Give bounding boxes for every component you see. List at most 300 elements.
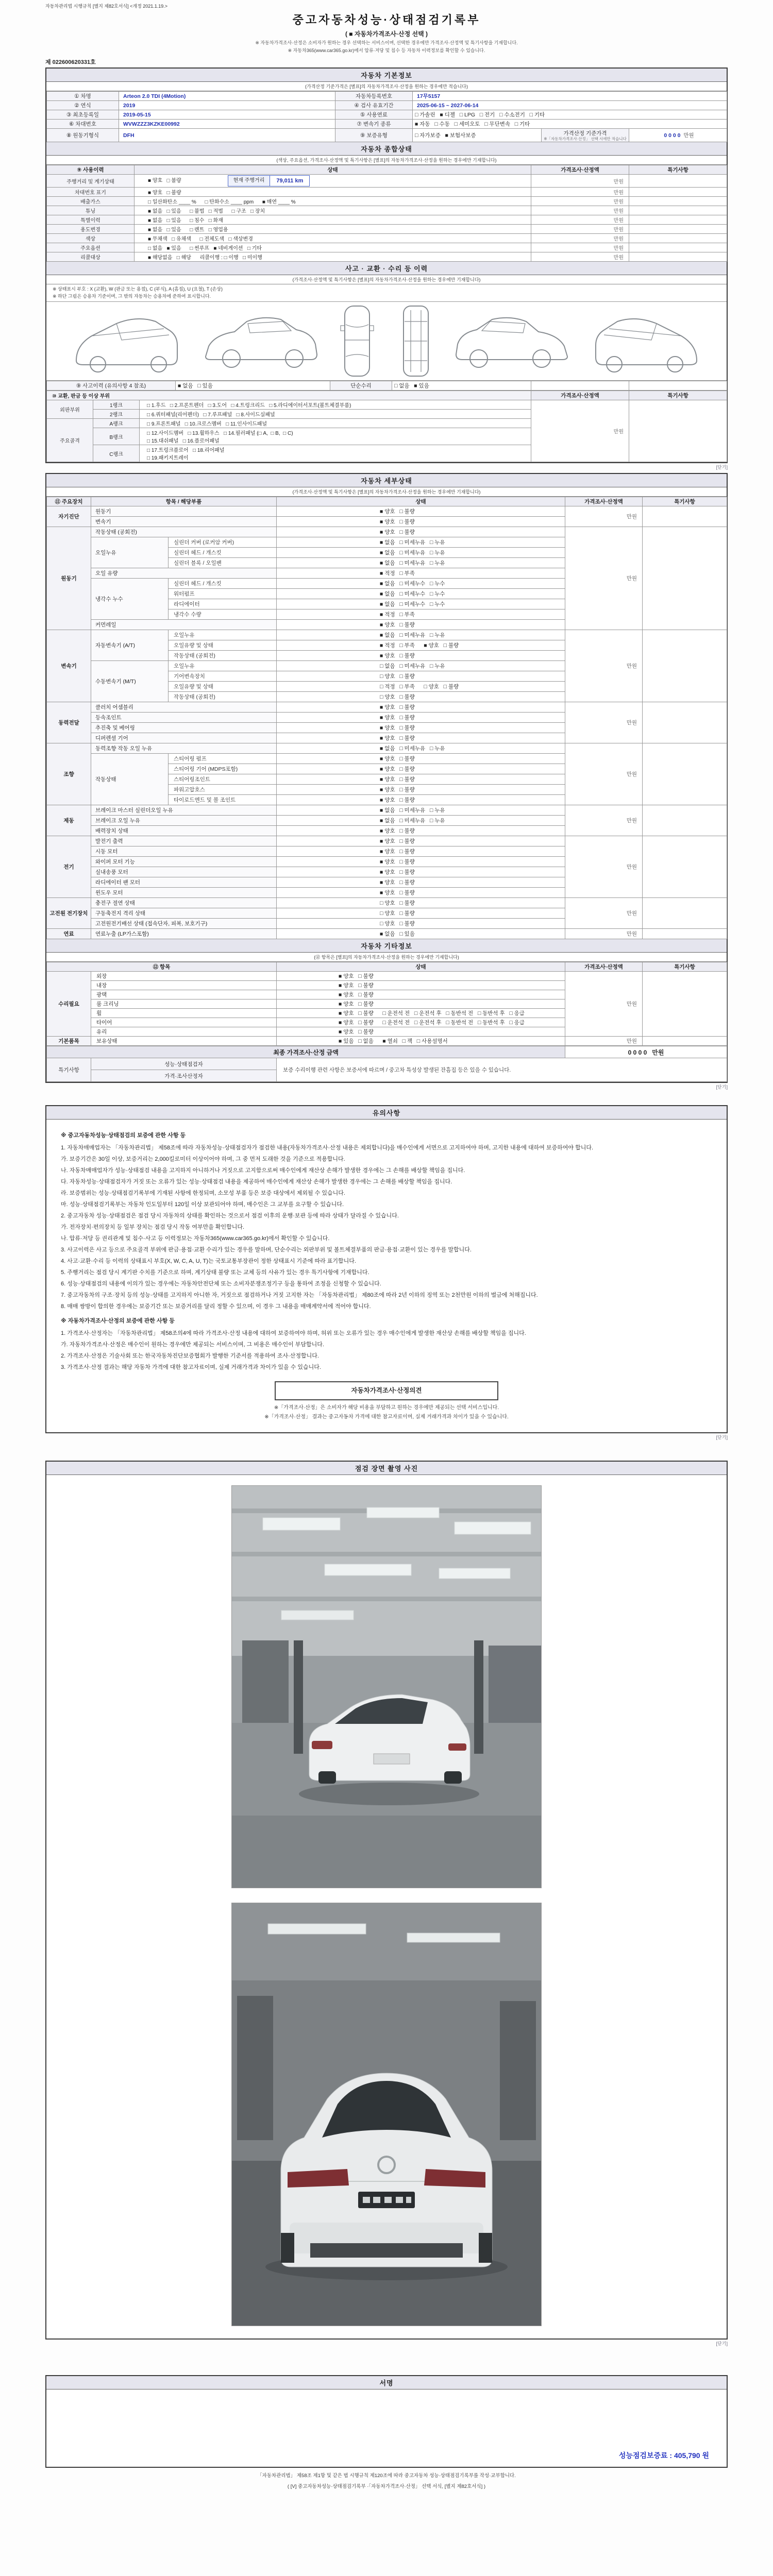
rank-label: C랭크 bbox=[93, 445, 140, 462]
etc-col-item: ⑫ 항목 bbox=[47, 962, 277, 972]
checkbox-group[interactable]: ■ 양호 □ 불량 bbox=[380, 869, 415, 876]
overall-item-label: 용도변경 bbox=[47, 225, 135, 234]
price-cell: 만원 bbox=[565, 743, 643, 805]
detail-col-item: 항목 / 해당부품 bbox=[91, 497, 277, 506]
overall-item-label: 특별이력 bbox=[47, 215, 135, 225]
rank-group-label: 외판부위 bbox=[47, 400, 93, 419]
checkbox-group[interactable]: □ 12.사이드멤버 □ 13.휠하우스 □ 14.필러패널 (□ A, □ B, □ C) bbox=[147, 431, 293, 437]
checkbox-group[interactable]: ■ 없음 □ 미세누유 □ 누유 bbox=[380, 560, 445, 567]
checkbox-group[interactable]: ■ 양호 □ 불량 bbox=[380, 725, 415, 732]
checkbox-group[interactable]: ■ 적정 □ 부족 ■ 양호 □ 불량 bbox=[380, 642, 459, 649]
overall-row bbox=[47, 225, 727, 234]
etc-state-cell bbox=[277, 990, 565, 999]
price-cell: 만원 bbox=[565, 630, 643, 702]
fuel-options bbox=[413, 110, 727, 120]
overall-item-label: 색상 bbox=[47, 234, 135, 243]
section-note-accident: (가격조사·산정액 및 특기사항은 [별표]의 자동차가격조사·산정을 원하는 경우에만 기재합니다) bbox=[46, 275, 727, 284]
notes-paragraph: 3. 사고이력은 사고 등으로 주요골격 부위에 판금·용접·교환 수리가 있는 경우를 말하며, 단순수리는 외판부위 및 볼트체결부품의 판금·용접·교환이 있는 경우를 말합니다. bbox=[61, 1247, 472, 1253]
note-cell bbox=[643, 743, 727, 805]
panel-photos bbox=[45, 1461, 728, 2340]
checkbox-group[interactable]: ■ 무채색 □ 유채색 □ 전체도색 □ 색상변경 bbox=[148, 236, 253, 243]
checkbox-group[interactable]: ■ 있음 □ 없음 ■ 열쇠 □ 잭 □ 사용설명서 bbox=[339, 1038, 448, 1045]
empty-price-cell bbox=[531, 381, 629, 391]
document-subtitle: ( ■ 자동차가격조사·산정 선택 ) bbox=[345, 30, 428, 38]
checkbox-group[interactable]: ■ 양호 □ 불량 bbox=[380, 509, 415, 515]
checkbox-group[interactable]: ■ 양호 □ 불량 bbox=[380, 849, 415, 855]
device-category-label: 고전원 전기장치 bbox=[47, 898, 91, 929]
checkbox-group[interactable]: □ 자가보증 ■ 보험사보증 bbox=[415, 132, 476, 139]
document-title: 중고자동차성능·상태점검기록부 bbox=[292, 13, 481, 26]
checkbox-group[interactable]: ■ 없음 □ 미세누유 □ 누유 bbox=[380, 539, 445, 546]
checkbox-group[interactable]: ■ 양호 □ 불량 bbox=[380, 766, 415, 773]
price-cell: 만원 bbox=[531, 252, 629, 262]
overall-item-label: 차대번호 표기 bbox=[47, 188, 135, 197]
detail-state-cell bbox=[277, 537, 565, 548]
checkbox-group[interactable]: ■ 양호 □ 불량 bbox=[380, 653, 415, 659]
checkbox-group[interactable]: □ 양호 □ 불량 bbox=[380, 694, 415, 701]
checkbox-group[interactable]: ■ 양호 □ 불량 bbox=[380, 715, 415, 721]
checkbox-group[interactable]: ■ 양호 □ 불량 bbox=[380, 704, 415, 711]
detail-state-cell bbox=[277, 836, 565, 846]
checkbox-group[interactable]: ■ 양호 □ 불량 bbox=[380, 797, 415, 804]
detail-row bbox=[47, 506, 727, 517]
item-label: 라디에이터 팬 모터 bbox=[91, 877, 277, 888]
overall-state-cell bbox=[135, 175, 531, 188]
item-label: 브레이크 마스터 실린더오일 누유 bbox=[91, 805, 277, 816]
car-name-value: Arteon 2.0 TDI (4Motion) bbox=[119, 92, 335, 101]
note-cell bbox=[643, 527, 727, 630]
item-label: 동력조향 작동 오일 누유 bbox=[91, 743, 277, 754]
detail-state-cell bbox=[277, 846, 565, 857]
checkbox-group[interactable]: □ 17.트렁크플로어 □ 18.리어패널 bbox=[147, 448, 225, 454]
notes-list-2 bbox=[61, 1328, 712, 1373]
overall-row bbox=[47, 234, 727, 243]
detail-state-cell bbox=[277, 929, 565, 939]
checkbox-group[interactable]: ■ 없음 □ 미세누수 □ 누수 bbox=[380, 601, 445, 608]
checkbox-group[interactable]: ■ 없음 □ 미세누유 □ 누유 bbox=[380, 818, 445, 824]
section-title-basic: 자동차 기본정보 bbox=[46, 69, 727, 82]
detail-row bbox=[47, 898, 727, 908]
overall-row bbox=[47, 206, 727, 215]
etc-row bbox=[47, 972, 727, 981]
etc-item-label: 유리 bbox=[91, 1027, 277, 1037]
table-header-row bbox=[47, 165, 727, 175]
notes-heading-2: ※ 자동차가격조사·산정의 보증에 관한 사항 등 bbox=[61, 1318, 175, 1325]
item-label: 냉각수 누수 bbox=[91, 579, 169, 620]
detail-row bbox=[47, 702, 727, 713]
price-survey-box-lines bbox=[61, 1403, 712, 1422]
detail-state-cell bbox=[277, 568, 565, 579]
note-cell bbox=[629, 175, 727, 188]
overall-state-table bbox=[46, 165, 727, 262]
device-category-label: 전기 bbox=[47, 836, 91, 898]
price-survey-opinion-box: 자동차가격조사·산정의견 bbox=[275, 1381, 498, 1400]
first-reg-value: 2019-05-15 bbox=[119, 110, 335, 120]
item-label: 시동 모터 bbox=[91, 846, 277, 857]
overall-state-cell bbox=[135, 215, 531, 225]
checkbox-group[interactable]: ■ 없음 □ 미세누유 □ 누유 bbox=[380, 807, 445, 814]
car-underbody-view-icon bbox=[394, 303, 438, 379]
etc-item-label: 타이어 bbox=[91, 1018, 277, 1027]
item-label: 클러치 어셈블리 bbox=[91, 702, 277, 713]
checkbox-group[interactable]: ■ 양호 □ 불량 bbox=[380, 622, 415, 629]
simple-repair-state bbox=[392, 381, 531, 391]
device-category-label: 동력전달 bbox=[47, 702, 91, 743]
detail-state-cell bbox=[277, 754, 565, 764]
checkbox-group[interactable]: ■ 양호 □ 불량 bbox=[148, 178, 181, 184]
checkbox-group[interactable]: ■ 양호 □ 불량 bbox=[380, 890, 415, 896]
car-front-quarter-view-icon bbox=[62, 303, 180, 379]
checkbox-group[interactable]: ■ 적정 □ 부족 bbox=[380, 612, 415, 618]
detail-state-table bbox=[46, 497, 727, 939]
checkbox-group[interactable]: □ 양호 □ 불량 bbox=[380, 910, 415, 917]
detail-state-cell bbox=[277, 713, 565, 723]
car-rear-quarter-view-icon bbox=[593, 303, 711, 379]
checkbox-group[interactable]: ■ 양호 □ 불량 bbox=[380, 787, 415, 793]
detail-state-cell bbox=[277, 888, 565, 898]
state-code-legend bbox=[46, 284, 727, 302]
detail-state-cell bbox=[277, 816, 565, 826]
year-label: ② 연식 bbox=[47, 101, 119, 110]
detail-col-device: ⑪ 주요장치 bbox=[47, 497, 91, 506]
mileage-box bbox=[228, 175, 310, 187]
note-cell bbox=[629, 188, 727, 197]
final-price-amount: 0 0 0 0 만원 bbox=[565, 1046, 727, 1058]
checkbox-group[interactable]: □ 없음 ■ 있음 □ 썬루프 ■ 네비게이션 □ 기타 bbox=[148, 246, 262, 252]
subitem-label: 타이로드엔드 및 볼 조인트 bbox=[169, 795, 277, 805]
warranty-label: ⑨ 보증유형 bbox=[335, 129, 413, 142]
etc-state-cell bbox=[277, 1018, 565, 1027]
item-label: 수동변속기 (M/T) bbox=[91, 661, 169, 702]
accident-history-state bbox=[176, 381, 330, 391]
checkbox-group[interactable]: □ 없음 □ 미세누유 □ 누유 bbox=[380, 663, 445, 670]
item-label: 변속기 bbox=[91, 517, 277, 527]
checkbox-group[interactable]: □ 양호 □ 불량 bbox=[380, 900, 415, 907]
checkbox-group[interactable]: ■ 없음 □ 있음 bbox=[380, 931, 415, 938]
price-cell: 만원 bbox=[531, 400, 629, 462]
rank-group-label: 주요골격 bbox=[47, 419, 93, 462]
collapse-link[interactable]: [닫기] bbox=[716, 465, 728, 470]
collapse-link[interactable]: [닫기] bbox=[716, 2341, 728, 2347]
checkbox-group[interactable]: ■ 양호 □ 불량 bbox=[380, 879, 415, 886]
item-label: 오일누유 bbox=[91, 537, 169, 568]
checkbox-group[interactable]: ■ 적정 □ 부족 bbox=[380, 570, 415, 577]
checkbox-group[interactable]: ■ 없음 □ 미세누유 □ 누유 bbox=[380, 745, 445, 752]
collapse-link[interactable]: [닫기] bbox=[716, 1084, 728, 1090]
detail-state-cell bbox=[277, 743, 565, 754]
notes-paragraph: 가. 보증기간은 30일 이상, 보증거리는 2,000킬로미터 이상이어야 하며, 그 중 먼저 도래한 것을 기준으로 적용합니다. bbox=[61, 1156, 345, 1163]
subitem-label: 오일누유 bbox=[169, 630, 277, 640]
detail-state-cell bbox=[277, 651, 565, 661]
table-header-row bbox=[47, 962, 727, 972]
device-category-label: 변속기 bbox=[47, 630, 91, 702]
checkbox-group[interactable]: ■ 양호 □ 불량 bbox=[339, 1001, 374, 1008]
reg-no-label: 자동차등록번호 bbox=[335, 92, 413, 101]
overall-row bbox=[47, 243, 727, 252]
section-title-etc: 자동차 기타정보 bbox=[46, 939, 727, 953]
etc-info-table bbox=[46, 962, 727, 1046]
price-cell: 만원 bbox=[531, 175, 629, 188]
checkbox-group[interactable]: ■ 양호 □ 불량 bbox=[380, 735, 415, 742]
detail-state-cell bbox=[277, 661, 565, 671]
fuel-label: ⑤ 사용연료 bbox=[335, 110, 413, 120]
detail-state-cell bbox=[277, 640, 565, 651]
checkbox-group[interactable]: □ 19.패키지트레이 bbox=[147, 455, 189, 462]
detail-col-state: 상태 bbox=[277, 497, 565, 506]
opinion-label: 특기사항 bbox=[47, 1058, 91, 1082]
detail-state-cell bbox=[277, 517, 565, 527]
checkbox-group[interactable]: ■ 양호 □ 불량 bbox=[380, 828, 415, 835]
appraiser-row-label: 가격·조사산정자 bbox=[91, 1070, 277, 1082]
checkbox-group[interactable]: ■ 없음 □ 있음 bbox=[178, 383, 213, 389]
table-row bbox=[47, 1046, 727, 1058]
reg-no-value: 17무5157 bbox=[413, 92, 727, 101]
notes-paragraph: 6. 성능·상태점검의 내용에 이의가 있는 경우에는 자동차안전단체 또는 소비자분쟁조정기구 등을 통하여 조정을 신청할 수 있습니다. bbox=[61, 1281, 381, 1287]
collapse-link[interactable]: [닫기] bbox=[716, 1435, 728, 1440]
etc-item-label: 광택 bbox=[91, 990, 277, 999]
notes-paragraph: 라. 보증범위는 성능·상태점검기록부에 기재된 사항에 한정되며, 소모성 부품 등은 보증 대상에서 제외될 수 있습니다. bbox=[61, 1190, 345, 1197]
checkbox-group[interactable]: ■ 없음 □ 미세누수 □ 누수 bbox=[380, 591, 445, 598]
notes-paragraph: 2. 가격조사·산정은 기술사회 또는 한국자동차진단보증협회가 발행한 기준서를 적용하여 조사·산정합니다. bbox=[61, 1353, 319, 1360]
checkbox-group[interactable]: □ 9.프론트패널 □ 10.크로스멤버 □ 11.인사이드패널 bbox=[147, 421, 267, 428]
note-cell bbox=[629, 400, 727, 462]
checkbox-group[interactable]: ■ 없음 □ 있음 □ 불법 □ 적법 □ 구조 □ 장치 bbox=[148, 209, 265, 215]
notes-paragraph: 가. 자동차가격조사·산정은 매수인이 원하는 경우에만 제공되는 서비스이며, 그 비용은 매수인이 부담합니다. bbox=[61, 1342, 324, 1348]
subitem-label: 실린더 헤드 / 개스킷 bbox=[169, 548, 277, 558]
checkbox-group[interactable]: ■ 양호 □ 불량 bbox=[380, 519, 415, 526]
rank-label: 2랭크 bbox=[93, 410, 140, 419]
overall-state-cell bbox=[135, 234, 531, 243]
checkbox-group[interactable]: ■ 해당없음 □ 해당 리콜이행 : □ 이행 □ 미이행 bbox=[148, 255, 262, 261]
section-title-notes: 유의사항 bbox=[46, 1106, 727, 1120]
notes-paragraph: 가. 전자장치·편의장치 등 일부 장치는 점검 당시 작동 여부만을 확인합니다. bbox=[61, 1224, 245, 1231]
subitem-label: 실린더 블록 / 오일팬 bbox=[169, 558, 277, 568]
notes-paragraph: 다. 자동차성능·상태점검자가 거짓 또는 오류가 있는 성능·상태점검 내용을 제공하여 매수인에게 재산상 손해가 발생한 경우에는 그 손해를 배상할 책임을 집니다. bbox=[61, 1179, 452, 1185]
subitem-label: 기어변속장치 bbox=[169, 671, 277, 682]
rank-row bbox=[47, 400, 727, 410]
overall-row bbox=[47, 175, 727, 188]
item-label: 발전기 출력 bbox=[91, 836, 277, 846]
notes-paragraph: 나. 압류·저당 등 권리관계 및 침수·사고 등 이력정보는 자동차365(www.car365.go.kr)에서 확인할 수 있습니다. bbox=[61, 1235, 330, 1242]
checkbox-group[interactable]: ■ 양호 □ 불량 □ 운전석 전 □ 운전석 후 □ 동반석 전 □ 동반석 후 □ 응급 bbox=[339, 1010, 525, 1017]
signature-area bbox=[46, 2389, 727, 2467]
section-title-overall: 자동차 종합상태 bbox=[46, 142, 727, 156]
inspector-opinion-text: 보증 수리이행 관련 사항은 보증서에 따르며 / 중고차 특성상 발생된 잔흠집 등은 있을 수 있습니다. bbox=[277, 1058, 727, 1082]
table-row bbox=[47, 101, 727, 110]
checkbox-group[interactable]: ■ 양호 □ 불량 bbox=[380, 776, 415, 783]
inspection-value: 2025-06-15 ~ 2027-06-14 bbox=[413, 101, 727, 110]
detail-state-cell bbox=[277, 682, 565, 692]
rank-label: 1랭크 bbox=[93, 400, 140, 410]
inspection-fee bbox=[619, 2450, 709, 2461]
detail-state-cell bbox=[277, 826, 565, 836]
detail-state-cell bbox=[277, 764, 565, 774]
inspector-row-label: 성능·상태점검자 bbox=[91, 1058, 277, 1070]
note-cell bbox=[643, 1037, 727, 1046]
detail-row bbox=[47, 743, 727, 754]
rank-items-cell bbox=[140, 419, 531, 428]
car-side-view-right-icon bbox=[453, 303, 577, 379]
etc-group-label: 기본품목 bbox=[47, 1037, 91, 1046]
checkbox-group[interactable]: ■ 양호 □ 불량 bbox=[380, 756, 415, 762]
device-category-label: 조향 bbox=[47, 743, 91, 805]
inspection-label: ④ 검사 유효기간 bbox=[335, 101, 413, 110]
detail-state-cell bbox=[277, 671, 565, 682]
item-label: 충전구 절연 상태 bbox=[91, 898, 277, 908]
collapse-row bbox=[45, 1083, 728, 1090]
checkbox-group[interactable]: ■ 없음 □ 미세누유 □ 누유 bbox=[380, 550, 445, 556]
checkbox-group[interactable]: □ 15.대쉬패널 □ 16.플로어패널 bbox=[147, 438, 220, 445]
engine-value: DFH bbox=[119, 129, 335, 142]
exchange-rank-table bbox=[46, 391, 727, 462]
checkbox-group[interactable]: □ 1.후드 □ 2.프론트펜더 □ 3.도어 □ 4.트렁크리드 □ 5.라디에이터서포트(볼트체결부품) bbox=[147, 403, 351, 409]
document-notice-2: ※ 자동차365(www.car365.go.kr)에서 압류·저당 및 침수 등 자동차 이력정보를 확인할 수 있습니다. bbox=[288, 48, 485, 53]
checkbox-group[interactable]: ■ 양호 □ 불량 bbox=[339, 982, 374, 989]
checkbox-group[interactable]: □ 가솔린 ■ 디젤 □ LPG □ 전기 □ 수소전기 □ 기타 bbox=[415, 112, 545, 118]
checkbox-group[interactable]: □ 적정 □ 부족 □ 양호 □ 불량 bbox=[380, 684, 459, 690]
item-label: 연료누출 (LP가스포함) bbox=[91, 929, 277, 939]
car-side-view-left-icon bbox=[196, 303, 320, 379]
checkbox-group[interactable]: ■ 자동 □ 수동 □ 세미오토 □ 무단변속 □ 기타 bbox=[415, 121, 530, 127]
section-title-detail: 자동차 세부상태 bbox=[46, 474, 727, 487]
notes-paragraph: 2. 중고자동차 성능·상태점검은 점검 당시 자동차의 상태를 확인하는 것으로서 점검 이후의 운행·보관 등에 따라 상태가 달라질 수 있습니다. bbox=[61, 1213, 399, 1219]
detail-state-cell bbox=[277, 919, 565, 929]
empty-note-cell bbox=[629, 381, 727, 391]
detail-state-cell bbox=[277, 733, 565, 743]
checkbox-group[interactable]: ■ 양호 □ 불량 bbox=[339, 992, 374, 998]
table-row bbox=[47, 381, 727, 391]
subitem-label: 스티어링조인트 bbox=[169, 774, 277, 785]
detail-row bbox=[47, 929, 727, 939]
subitem-label: 작동상태 (공회전) bbox=[169, 692, 277, 702]
detail-state-cell bbox=[277, 898, 565, 908]
subitem-label: 작동상태 (공회전) bbox=[169, 651, 277, 661]
section-note-detail: (가격조사·산정액 및 특기사항은 [별표]의 자동차가격조사·산정을 원하는 경우에만 기재합니다) bbox=[46, 487, 727, 497]
checkbox-group[interactable]: ■ 없음 □ 미세누수 □ 누수 bbox=[380, 581, 445, 587]
price-cell: 만원 bbox=[531, 225, 629, 234]
panel-detail-state bbox=[45, 473, 728, 1083]
note-cell bbox=[643, 836, 727, 898]
checkbox-group[interactable]: ■ 양호 □ 불량 bbox=[380, 859, 415, 866]
price-cell: 만원 bbox=[565, 506, 643, 527]
checkbox-group[interactable]: □ 6.쿼터패널(리어펜더) □ 7.루프패널 □ 8.사이드실패널 bbox=[147, 412, 275, 418]
checkbox-group[interactable]: ■ 없음 □ 있음 □ 침수 □ 화재 bbox=[148, 218, 223, 224]
checkbox-group[interactable]: ■ 양호 □ 불량 bbox=[339, 973, 374, 980]
notes-list-1 bbox=[61, 1142, 712, 1312]
device-category-label: 연료 bbox=[47, 929, 91, 939]
etc-col-state: 상태 bbox=[277, 962, 565, 972]
etc-group-label: 수리필요 bbox=[47, 972, 91, 1037]
item-label: 커먼레일 bbox=[91, 620, 277, 630]
base-price-note: ※「자동차가격조사·산정」 선택 시에만 적습니다 bbox=[544, 137, 627, 141]
notes-paragraph: 1. 가격조사·산정자는 「자동차관리법」 제58조의4에 따라 가격조사·산정 내용에 대하여 보증하여야 하며, 허위 또는 오류가 있는 경우 매수인에게 발생한 재산상 손해를 배상할 책임을 집니다. bbox=[61, 1330, 526, 1337]
item-label: 브레이크 오일 누유 bbox=[91, 816, 277, 826]
note-cell bbox=[629, 252, 727, 262]
etc-state-cell bbox=[277, 999, 565, 1009]
note-cell bbox=[629, 243, 727, 252]
item-label: 배력장치 상태 bbox=[91, 826, 277, 836]
checkbox-group[interactable]: □ 없음 ■ 있음 bbox=[394, 383, 429, 389]
price-survey-note-line: ※「가격조사·산정」 결과는 중고자동차 가격에 대한 참고자료이며, 실제 거래가격과 차이가 있을 수 있습니다. bbox=[264, 1414, 509, 1420]
panel-basic-info bbox=[45, 67, 728, 463]
notes-paragraph: 8. 매매 쌍방이 합의한 경우에는 보증기간 또는 보증거리를 달리 정할 수 있으며, 이 경우 그 내용을 매매계약서에 적어야 합니다. bbox=[61, 1303, 371, 1310]
price-cell: 만원 bbox=[565, 929, 643, 939]
table-row bbox=[47, 92, 727, 101]
table-header-row bbox=[47, 497, 727, 506]
checkbox-group[interactable]: ■ 양호 □ 불량 bbox=[339, 1029, 374, 1036]
item-label: 와이퍼 모터 기능 bbox=[91, 857, 277, 867]
overall-state-cell bbox=[135, 206, 531, 215]
final-price-label: 최종 가격조사·산정 금액 bbox=[47, 1046, 565, 1058]
checkbox-group[interactable]: □ 양호 □ 불량 bbox=[380, 921, 415, 927]
price-cell: 만원 bbox=[531, 215, 629, 225]
checkbox-group[interactable]: □ 일산화탄소 ____ % □ 탄화수소 ____ ppm ■ 매연 ____ % bbox=[148, 199, 296, 206]
note-cell bbox=[643, 972, 727, 1037]
overall-col-price: 가격조사·산정액 bbox=[531, 165, 629, 175]
accident-history-label: ⑨ 사고이력 (유의사항 4 참조) bbox=[47, 381, 176, 391]
subitem-label: 오일유량 및 상태 bbox=[169, 682, 277, 692]
item-label: 자동변속기 (A/T) bbox=[91, 630, 169, 661]
checkbox-group[interactable]: □ 양호 □ 불량 bbox=[380, 673, 415, 680]
checkbox-group[interactable]: ■ 양호 □ 불량 bbox=[380, 529, 415, 536]
accident-history-table bbox=[46, 381, 727, 391]
overall-row bbox=[47, 188, 727, 197]
checkbox-group[interactable]: ■ 양호 □ 불량 bbox=[380, 838, 415, 845]
section-title-photos: 점검 장면 촬영 사진 bbox=[46, 1462, 727, 1475]
checkbox-group[interactable]: ■ 양호 □ 불량 □ 운전석 전 □ 운전석 후 □ 동반석 전 □ 동반석 후 □ 응급 bbox=[339, 1020, 525, 1026]
legend-line-1: ※ 상태표시 부호 : X (교환), W (판금 또는 용접), C (부식), A (흠집), U (요철), T (손상) bbox=[53, 286, 223, 292]
etc-col-note: 특기사항 bbox=[643, 962, 727, 972]
etc-state-cell bbox=[277, 1037, 565, 1046]
engine-label: ⑧ 원동기형식 bbox=[47, 129, 119, 142]
detail-state-cell bbox=[277, 723, 565, 733]
checkbox-group[interactable]: ■ 없음 □ 미세누유 □ 누유 bbox=[380, 632, 445, 639]
detail-state-cell bbox=[277, 795, 565, 805]
detail-col-note: 특기사항 bbox=[643, 497, 727, 506]
overall-state-cell bbox=[135, 243, 531, 252]
item-label: 구동축전지 격리 상태 bbox=[91, 908, 277, 919]
base-price-value: 0 0 0 0 만원 bbox=[629, 129, 727, 142]
etc-item-label: 보유상태 bbox=[91, 1037, 277, 1046]
notes-paragraph: 3. 가격조사·산정 결과는 해당 자동차 가격에 대한 참고자료이며, 실제 거래가격과 차이가 있을 수 있습니다. bbox=[61, 1364, 321, 1371]
year-value: 2019 bbox=[119, 101, 335, 110]
checkbox-group[interactable]: ■ 양호 □ 불량 bbox=[148, 190, 181, 196]
subitem-label: 실린더 커버 (로커암 커버) bbox=[169, 537, 277, 548]
table-header-row bbox=[47, 391, 727, 400]
overall-col-state: 상태 bbox=[135, 165, 531, 175]
overall-col-item: ⑨ 사용이력 bbox=[47, 165, 135, 175]
device-category-label: 자기진단 bbox=[47, 506, 91, 527]
note-cell bbox=[629, 215, 727, 225]
notes-paragraph: 5. 주행거리는 점검 당시 계기판 수치를 기준으로 하며, 계기상태 불량 또는 교체 등의 사유가 있는 경우 특기사항에 기재합니다. bbox=[61, 1269, 369, 1276]
rank-col-note: 특기사항 bbox=[629, 391, 727, 400]
price-cell: 만원 bbox=[531, 188, 629, 197]
overall-state-cell bbox=[135, 188, 531, 197]
price-cell: 만원 bbox=[565, 1037, 643, 1046]
rank-label: A랭크 bbox=[93, 419, 140, 428]
price-cell: 만원 bbox=[565, 805, 643, 836]
subitem-label: 스티어링 기어 (MDPS포함) bbox=[169, 764, 277, 774]
checkbox-group[interactable]: ■ 없음 □ 있음 □ 렌트 □ 영업용 bbox=[148, 227, 228, 233]
detail-state-cell bbox=[277, 548, 565, 558]
item-label: 윈도우 모터 bbox=[91, 888, 277, 898]
subitem-label: 실린더 헤드 / 개스킷 bbox=[169, 579, 277, 589]
photo-list bbox=[46, 1475, 727, 2338]
fee-label: 성능점검보증료 : bbox=[618, 2451, 673, 2460]
inspection-photo-1 bbox=[231, 1485, 542, 1888]
price-cell: 만원 bbox=[565, 527, 643, 630]
warranty-options bbox=[413, 129, 542, 142]
